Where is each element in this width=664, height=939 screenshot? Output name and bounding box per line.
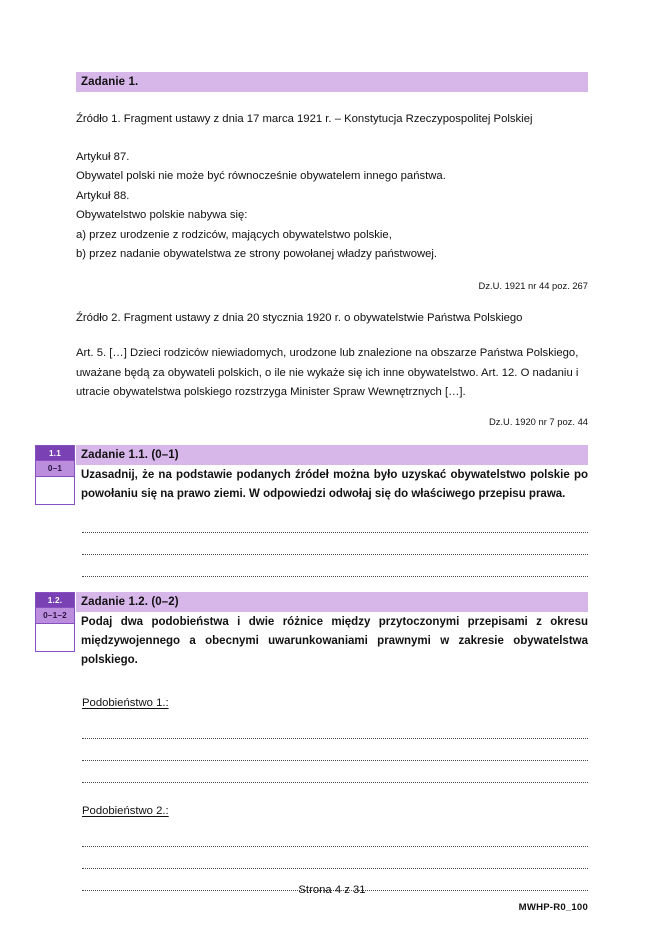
score-box-blank[interactable] xyxy=(36,477,74,504)
source-1-intro: Źródło 1. Fragment ustawy z dnia 17 marca 1921 r. – Konstytucja Rzeczypospolitej Polskiej xyxy=(76,113,533,125)
source-2-intro: Źródło 2. Fragment ustawy z dnia 20 stycznia 1920 r. o obywatelstwie Państwa Polskiego xyxy=(76,311,523,324)
subsection-label-2 xyxy=(76,802,588,820)
spacer xyxy=(76,504,588,516)
score-box-points: 0–1–2 xyxy=(36,608,74,624)
source-1-line: b) przez nadanie obywatelstwa ze strony powołanej władzy państwowej. xyxy=(76,248,438,260)
score-box-number: 1.1 xyxy=(36,446,74,461)
spacer xyxy=(76,403,588,415)
task-1-2-prompt: Podaj dwa podobieństwa i dwie różnice między przytoczonymi przepisami z okresu międzywojennego a obecnymi uwarunkowaniami prawnymi w zakresie obywatelstwa polskiego. xyxy=(81,615,588,666)
page-footer xyxy=(0,884,664,924)
source-1-line: Obywatel polski nie może być równocześnie obywatelem innego państwa. xyxy=(76,170,446,182)
answer-line[interactable] xyxy=(76,830,588,852)
score-box-points: 0–1 xyxy=(36,461,74,477)
spacer xyxy=(76,670,588,694)
subsection-label-1-text: Podobieństwo 1.: xyxy=(82,696,169,709)
source-2-citation: Dz.U. 1920 nr 7 poz. 44 xyxy=(488,415,588,427)
task-1-1-band: Zadanie 1.1. (0–1) xyxy=(76,445,588,465)
spacer xyxy=(76,820,588,830)
spacer xyxy=(76,130,588,148)
footer-page-number: Strona 4 z 31 xyxy=(298,884,366,896)
content-column xyxy=(43,72,588,896)
score-box-1-2[interactable] xyxy=(35,592,75,652)
score-box-1-1[interactable] xyxy=(35,445,75,505)
spacer xyxy=(76,582,588,592)
spacer xyxy=(76,328,588,344)
spacer xyxy=(76,293,588,309)
footer-sheet-code: MWHP-R0_100 xyxy=(518,902,588,913)
task-1-2-band: Zadanie 1.2. (0–2) xyxy=(76,592,588,612)
source-1-line: a) przez urodzenie z rodziców, mających obywatelstwo polskie, xyxy=(76,228,392,241)
task-1-2 xyxy=(43,592,588,670)
subsection-label-1 xyxy=(76,694,588,712)
answer-line[interactable] xyxy=(76,538,588,560)
answer-line[interactable] xyxy=(76,744,588,766)
answer-line[interactable] xyxy=(76,852,588,874)
source-1-line: Artykuł 88. xyxy=(76,189,130,202)
subsection-label-2-text: Podobieństwo 2.: xyxy=(82,804,169,817)
task-1-1 xyxy=(47,445,588,504)
source-1-line: Obywatelstwo polskie nabywa się: xyxy=(76,209,248,221)
answer-line[interactable] xyxy=(76,560,588,582)
source-1-line: Artykuł 87. xyxy=(76,150,130,163)
source-2-body: Art. 5. […] Dzieci rodziców niewiadomych, urodzone lub znalezione na obszarze Państwa Polskiego, uważane będą za obywateli polskich, o ile nie wykaże się ich inne obywatelstwo. Art. 12. O nadaniu i utracie obywatelstwa polskiego rozstrzyga Minister Spraw Wewnętrznych […]. xyxy=(76,347,579,398)
spacer xyxy=(76,712,588,722)
answer-line[interactable] xyxy=(76,722,588,744)
source-1-citation: Dz.U. 1921 nr 44 poz. 267 xyxy=(478,279,588,291)
answer-line[interactable] xyxy=(76,516,588,538)
task-1-1-prompt: Uzasadnij, że na podstawie podanych źródeł można było uzyskać obywatelstwo polskie po powołaniu się na prawo ziemi. W odpowiedzi odwołaj się do właściwego przepisu prawa. xyxy=(81,468,588,500)
source-1-body xyxy=(76,148,588,265)
answer-line[interactable] xyxy=(76,766,588,788)
task-1-band: Zadanie 1. xyxy=(76,72,588,92)
spacer xyxy=(76,265,588,279)
spacer xyxy=(76,788,588,802)
score-box-number: 1.2. xyxy=(36,593,74,608)
spacer xyxy=(76,429,588,445)
spacer xyxy=(76,92,588,110)
score-box-blank[interactable] xyxy=(36,624,74,651)
